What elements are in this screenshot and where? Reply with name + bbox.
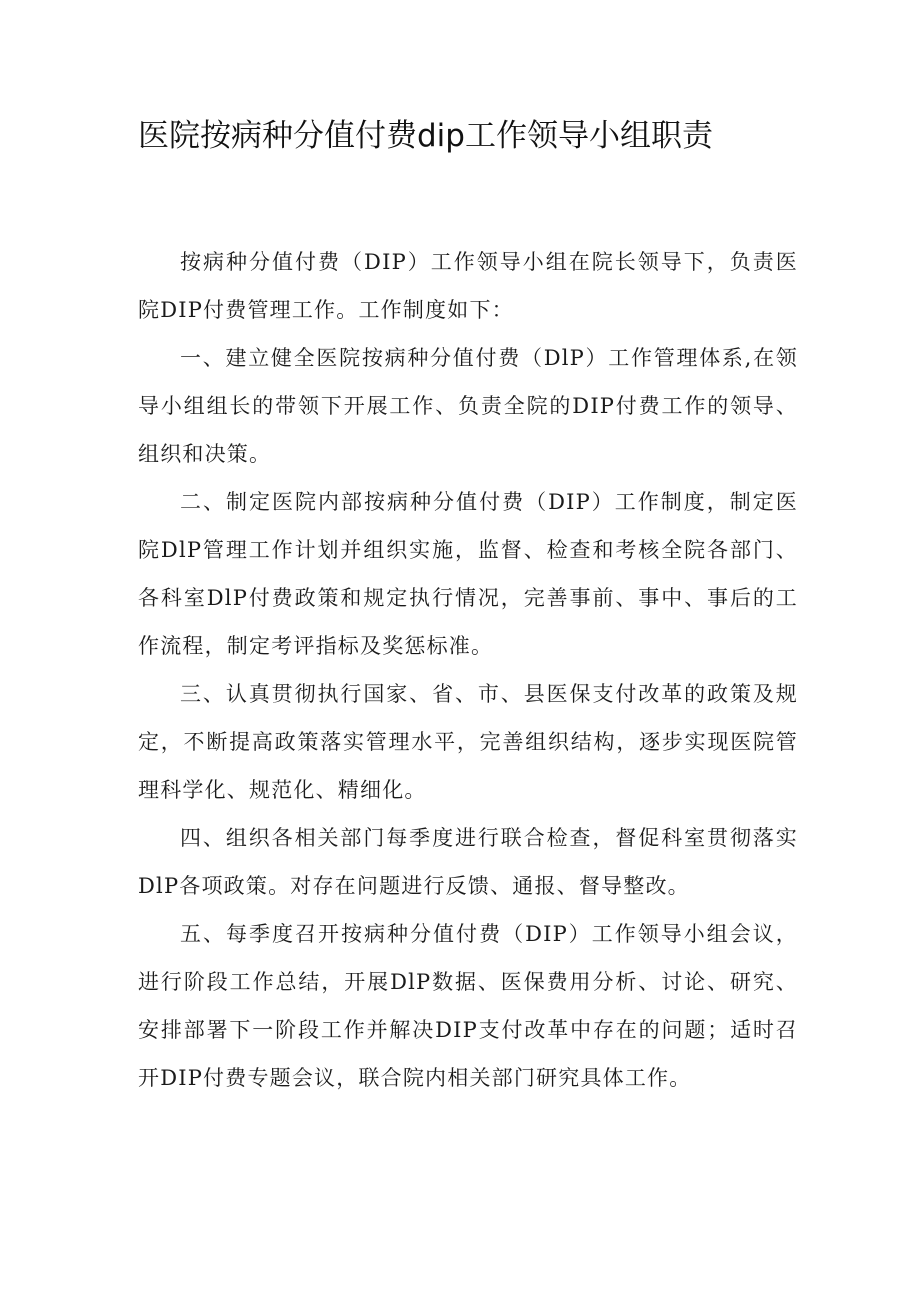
paragraph-item-2: 二、制定医院内部按病种分值付费（DIP）工作制度，制定医院DlP管理工作计划并组织实施，监督、检查和考核全院各部门、各科室DlP付费政策和规定执行情况，完善事前、事中、事后的工作流程，制定考评指标及奖惩标准。	[138, 490, 798, 658]
paragraph-item-3: 三、认真贯彻执行国家、省、市、县医保支付改革的政策及规定，不断提高政策落实管理水平，完善组织结构，逐步实现医院管理科学化、规范化、精细化。	[138, 682, 798, 802]
intro-paragraph: 按病种分值付费（DIP）工作领导小组在院长领导下，负责医院DIP付费管理工作。工作制度如下：	[138, 250, 798, 322]
document-title: 医院按病种分值付费dip工作领导小组职责	[138, 118, 713, 154]
paragraph-item-5: 五、每季度召开按病种分值付费（DIP）工作领导小组会议，进行阶段工作总结，开展DlP数据、医保费用分析、讨论、研究、安排部署下一阶段工作并解决DIP支付改革中存在的问题；适时召开DIP付费专题会议，联合院内相关部门研究具体工作。	[138, 922, 798, 1090]
paragraph-item-4: 四、组织各相关部门每季度进行联合检查，督促科室贯彻落实DlP各项政策。对存在问题进行反馈、通报、督导整改。	[138, 826, 798, 898]
document-body	[138, 238, 798, 1102]
paragraph-item-1: 一、建立健全医院按病种分值付费（DlP）工作管理体系,在领导小组组长的带领下开展工作、负责全院的DIP付费工作的领导、组织和决策。	[138, 346, 798, 466]
